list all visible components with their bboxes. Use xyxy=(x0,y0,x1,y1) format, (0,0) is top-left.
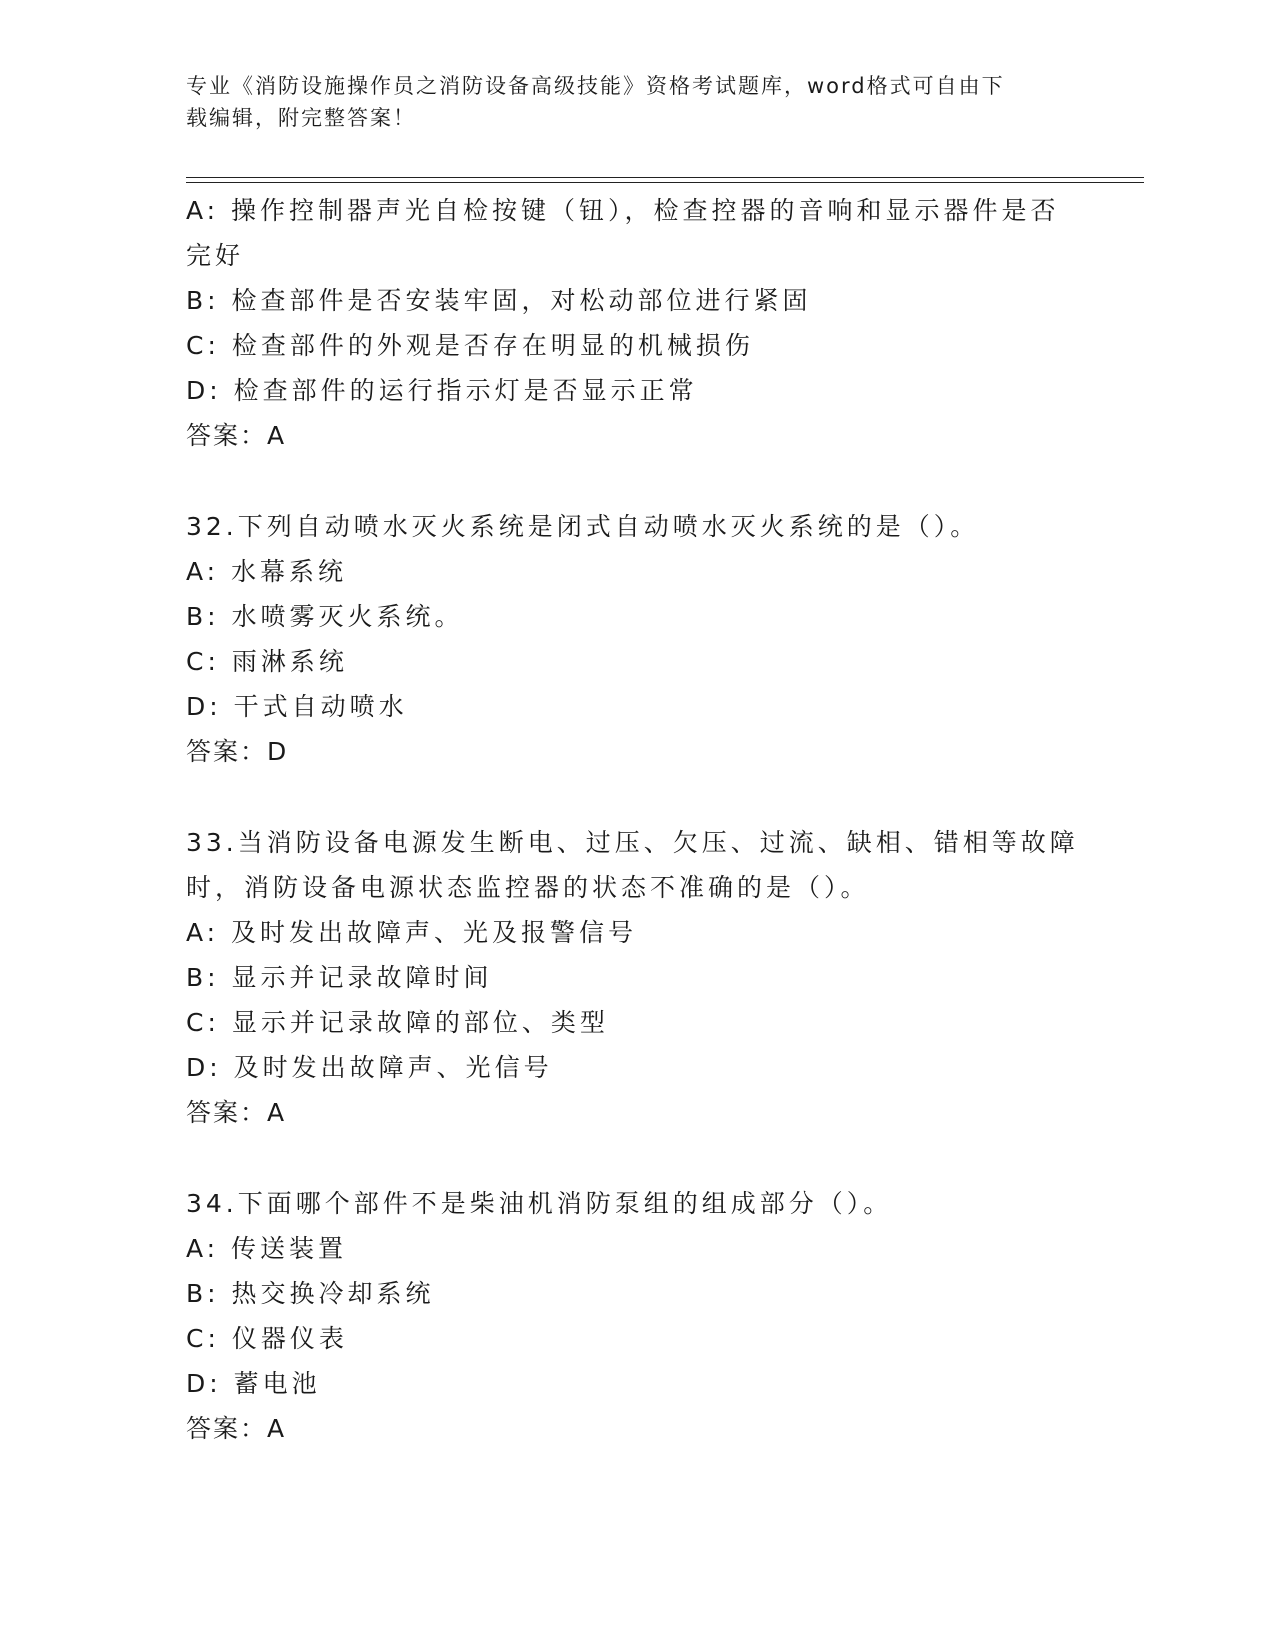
q34-answer: 答案：A xyxy=(186,1414,287,1443)
header-line-2: 载编辑，附完整答案！ xyxy=(186,106,416,130)
q32-stem: 32.下列自动喷水灭火系统是闭式自动喷水灭火系统的是（）。 xyxy=(186,512,980,541)
q32-option-d: D: 干式自动喷水 xyxy=(186,692,408,721)
q33-option-b: B: 显示并记录故障时间 xyxy=(186,963,493,992)
q32-option-a: A: 水幕系统 xyxy=(186,557,348,586)
q33-answer: 答案：A xyxy=(186,1098,287,1127)
question-31 xyxy=(186,188,1086,458)
question-list xyxy=(186,188,1086,1451)
header-line-1: 专业《消防设施操作员之消防设备高级技能》资格考试题库，word格式可自由下 xyxy=(186,74,1005,98)
q34-option-d: D: 蓄电池 xyxy=(186,1369,321,1398)
q31-answer: 答案：A xyxy=(186,421,287,450)
question-34 xyxy=(186,1181,1086,1451)
q32-option-b: B: 水喷雾灭火系统。 xyxy=(186,602,464,631)
q34-option-b: B: 热交换冷却系统 xyxy=(186,1279,435,1308)
question-gap xyxy=(186,458,1086,504)
q34-stem: 34.下面哪个部件不是柴油机消防泵组的组成部分（）。 xyxy=(186,1189,893,1218)
question-gap xyxy=(186,774,1086,820)
q33-stem-line-1: 33.当消防设备电源发生断电、过压、欠压、过流、缺相、错相等故障 xyxy=(186,828,1079,857)
q34-option-a: A: 传送装置 xyxy=(186,1234,348,1263)
question-33 xyxy=(186,820,1086,1135)
q31-option-a-line-1: A: 操作控制器声光自检按键（钮），检查控器的音响和显示器件是否 xyxy=(186,196,1060,225)
q31-option-d: D: 检查部件的运行指示灯是否显示正常 xyxy=(186,376,698,405)
q32-option-c: C: 雨淋系统 xyxy=(186,647,348,676)
q31-option-c: C: 检查部件的外观是否存在明显的机械损伤 xyxy=(186,331,754,360)
q34-option-c: C: 仪器仪表 xyxy=(186,1324,348,1353)
q33-option-a: A: 及时发出故障声、光及报警信号 xyxy=(186,918,638,947)
header-divider-bottom xyxy=(186,182,1144,183)
q33-option-d: D: 及时发出故障声、光信号 xyxy=(186,1053,553,1082)
document-header xyxy=(186,70,1086,134)
q33-stem-line-2: 时，消防设备电源状态监控器的状态不准确的是（）。 xyxy=(186,873,870,902)
q31-option-b: B: 检查部件是否安装牢固，对松动部位进行紧固 xyxy=(186,286,812,315)
q32-answer: 答案：D xyxy=(186,737,289,766)
question-gap xyxy=(186,1135,1086,1181)
q33-option-c: C: 显示并记录故障的部位、类型 xyxy=(186,1008,609,1037)
q31-option-a-line-2: 完好 xyxy=(186,241,245,270)
header-divider-top xyxy=(186,177,1144,178)
question-32 xyxy=(186,504,1086,774)
